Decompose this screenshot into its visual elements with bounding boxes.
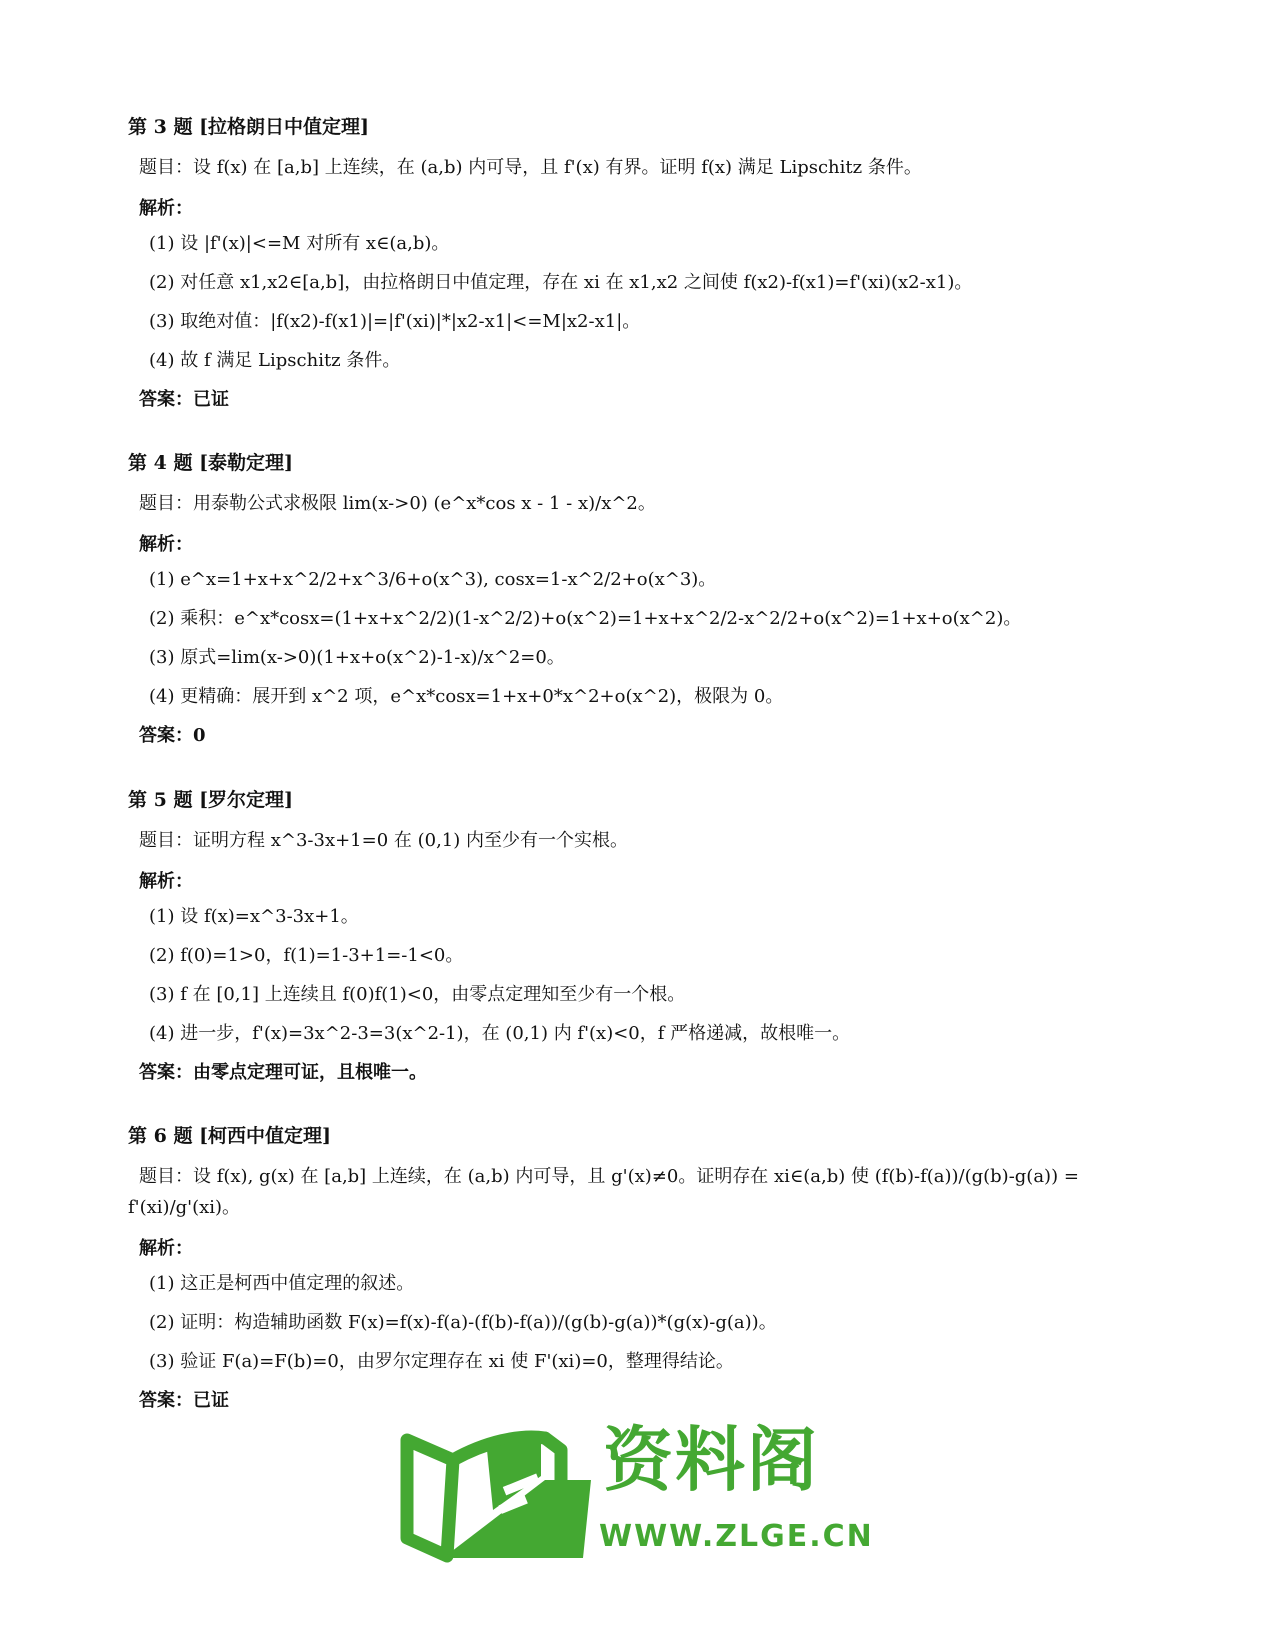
analysis-step: (3) 原式=lim(x->0)(1+x+o(x^2)-1-x)/x^2=0。 [149,647,565,668]
analysis-label: 解析： [139,534,193,555]
problem-3 [128,115,1128,412]
analysis-step: (2) 对任意 x1,x2∈[a,b]，由拉格朗日中值定理，存在 xi 在 x1,x2 之间使 f(x2)-f(x1)=f'(xi)(x2-x1)。 [149,272,973,293]
problem-5 [128,788,1128,1085]
watermark-url: WWW.ZLGE.CN [599,1519,874,1554]
analysis-step: (4) 故 f 满足 Lipschitz 条件。 [149,350,401,371]
analysis-steps [128,232,1128,373]
analysis-steps [128,905,1128,1046]
problem-6 [128,1124,1128,1413]
analysis-step: (2) 证明：构造辅助函数 F(x)=f(x)-f(a)-(f(b)-f(a))/(g(b)-g(a))*(g(x)-g(a))。 [149,1312,777,1333]
answer: 答案：已证 [139,1390,229,1411]
analysis-step: (3) 取绝对值：|f(x2)-f(x1)|=|f'(xi)|*|x2-x1|<=M|x2-x1|。 [149,311,641,332]
analysis-label: 解析： [139,198,193,219]
answer: 答案：0 [139,725,206,746]
analysis-steps [128,568,1128,709]
problem-title: 第 4 题 [泰勒定理] [128,452,294,474]
analysis-step: (1) e^x=1+x+x^2/2+x^3/6+o(x^3), cosx=1-x^2/2+o(x^3)。 [149,569,717,590]
answer: 答案：由零点定理可证，且根唯一。 [139,1062,427,1083]
problem-title: 第 3 题 [拉格朗日中值定理] [128,116,370,138]
open-book-icon [395,1420,595,1570]
analysis-label: 解析： [139,1238,193,1259]
problem-title: 第 5 题 [罗尔定理] [128,789,294,811]
answer: 答案：已证 [139,389,229,410]
problem-statement: 题目：设 f(x), g(x) 在 [a,b] 上连续，在 (a,b) 内可导，且 g'(x)≠0。证明存在 xi∈(a,b) 使 (f(b)-f(a))/(g(b)-g(a)) = f'(xi)/g'(xi)。 [128,1166,1079,1218]
analysis-step: (1) 这正是柯西中值定理的叙述。 [149,1273,415,1294]
watermark-name: 资料阁 [603,1419,819,1501]
analysis-step: (3) 验证 F(a)=F(b)=0，由罗尔定理存在 xi 使 F'(xi)=0，整理得结论。 [149,1351,734,1372]
analysis-step: (1) 设 f(x)=x^3-3x+1。 [149,906,359,927]
watermark-logo [395,1419,874,1570]
analysis-step: (4) 进一步，f'(x)=3x^2-3=3(x^2-1)，在 (0,1) 内 f'(x)<0，f 严格递减，故根唯一。 [149,1023,851,1044]
problem-statement: 题目：用泰勒公式求极限 lim(x->0) (e^x*cos x - 1 - x)/x^2。 [139,493,656,514]
analysis-step: (4) 更精确：展开到 x^2 项，e^x*cosx=1+x+0*x^2+o(x^2)，极限为 0。 [149,686,784,707]
problem-title: 第 6 题 [柯西中值定理] [128,1125,332,1147]
analysis-step: (1) 设 |f'(x)|<=M 对所有 x∈(a,b)。 [149,233,450,254]
analysis-step: (2) f(0)=1>0，f(1)=1-3+1=-1<0。 [149,945,464,966]
analysis-step: (3) f 在 [0,1] 上连续且 f(0)f(1)<0，由零点定理知至少有一个根。 [149,984,686,1005]
analysis-label: 解析： [139,871,193,892]
analysis-steps [128,1272,1128,1374]
problem-4 [128,451,1128,748]
problem-statement: 题目：设 f(x) 在 [a,b] 上连续，在 (a,b) 内可导，且 f'(x) 有界。证明 f(x) 满足 Lipschitz 条件。 [139,157,922,178]
analysis-step: (2) 乘积：e^x*cosx=(1+x+x^2/2)(1-x^2/2)+o(x^2)=1+x+x^2/2-x^2/2+o(x^2)=1+x+o(x^2)。 [149,608,1022,629]
problem-statement: 题目：证明方程 x^3-3x+1=0 在 (0,1) 内至少有一个实根。 [139,830,628,851]
